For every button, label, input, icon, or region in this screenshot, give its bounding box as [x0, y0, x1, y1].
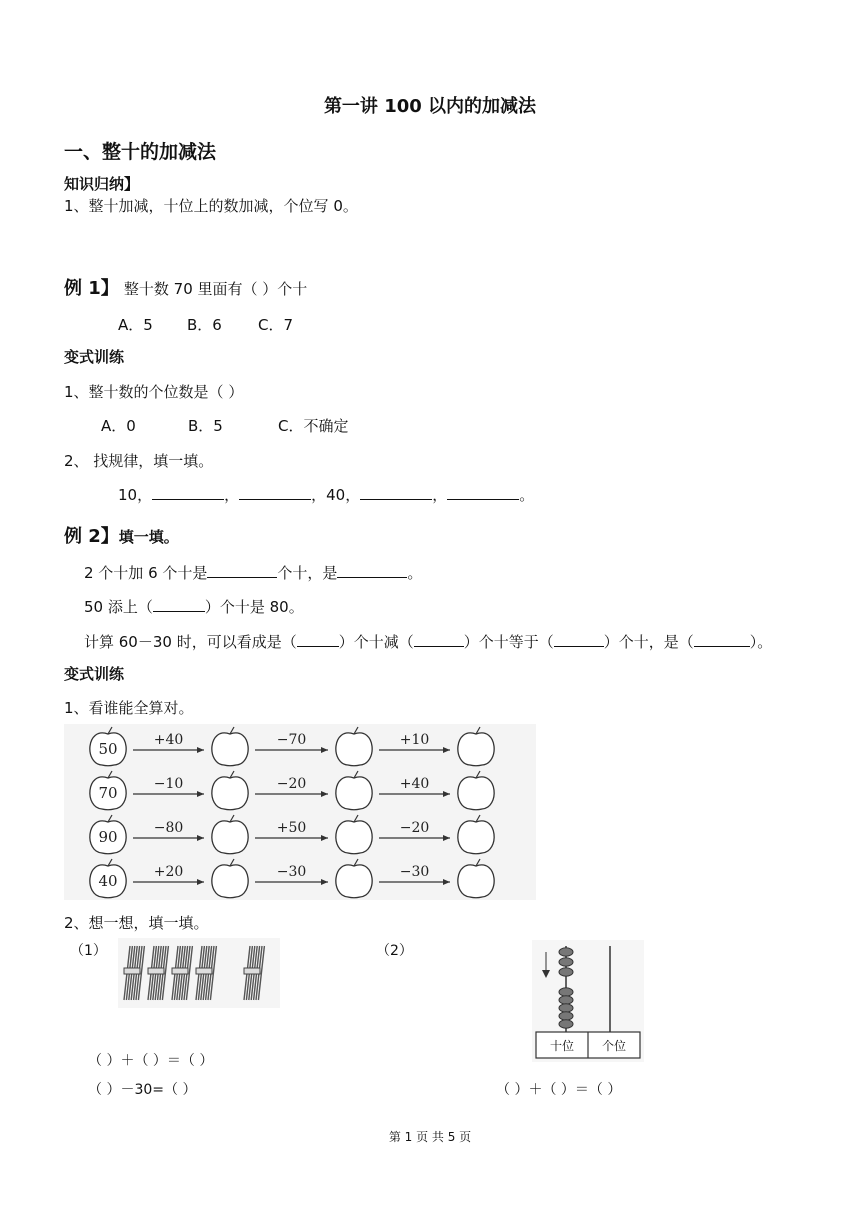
- equation-3: （ ）＋（ ）＝（ ）: [496, 1082, 622, 1098]
- practice1-q1-option-b: B．5: [188, 417, 223, 435]
- section-heading: 一、整十的加减法: [64, 141, 217, 163]
- example2-line: [64, 522, 179, 548]
- stick-bundles-figure: [118, 938, 280, 1008]
- operation-label: +50: [276, 820, 307, 836]
- abacus-bead: [559, 968, 573, 976]
- knowledge-point: 1、整十加减，十位上的数加减，个位写 0。: [64, 197, 358, 215]
- sequence-blank-4[interactable]: [447, 485, 519, 500]
- example2-blank-2[interactable]: [337, 563, 407, 578]
- example2-line3-text-d: ）个十，是（: [603, 633, 694, 651]
- abacus-bead: [559, 1020, 573, 1028]
- knowledge-heading: 知识归纳】: [64, 175, 140, 193]
- practice1-q2: 2、 找规律，填一填。: [64, 452, 214, 470]
- sequence-blank-3[interactable]: [360, 485, 432, 500]
- page-title: 第一讲 100 以内的加减法: [323, 96, 537, 117]
- example2-line2-text-a: 50 添上（: [84, 598, 153, 616]
- example2-blank-7[interactable]: [694, 632, 750, 647]
- practice2-heading: 变式训练: [64, 665, 125, 683]
- example1-line: [64, 274, 307, 300]
- example2-label: 例 2】: [64, 526, 119, 547]
- practice1-q1-option-c: C．不确定: [278, 417, 349, 435]
- example2-blank-4[interactable]: [297, 632, 339, 647]
- example2-line3-text-c: ）个十等于（: [463, 633, 554, 651]
- operation-label: +20: [153, 864, 184, 880]
- operation-label: +40: [399, 776, 430, 792]
- example1-option-b: B．6: [187, 316, 222, 334]
- abacus-ones-label: 个位: [601, 1039, 627, 1053]
- operation-label: −70: [276, 732, 307, 748]
- sequence-blank-2[interactable]: [239, 485, 311, 500]
- apple-start-number: 40: [98, 872, 118, 890]
- abacus-bead: [559, 948, 573, 956]
- abacus-figure: [532, 940, 644, 1062]
- example2-line1: [84, 562, 422, 583]
- practice1-q1-option-a: A．0: [101, 417, 136, 435]
- example2-line1-text-b: 个十，是: [277, 564, 338, 582]
- example1-option-c: C．7: [258, 316, 294, 334]
- part1-label: （1）: [70, 943, 107, 959]
- apple-start-number: 70: [98, 784, 118, 802]
- practice2-q1: 1、看谁能全算对。: [64, 699, 194, 717]
- part2-label: （2）: [376, 943, 413, 959]
- example2-label-rest: 填一填。: [118, 528, 179, 546]
- sequence-start: 10，: [118, 486, 153, 504]
- sequence-fill: 10， ， ，40， ， 。: [118, 486, 535, 504]
- equation-1: （ ）＋（ ）＝（ ）: [88, 1053, 214, 1069]
- abacus-bead: [559, 1012, 573, 1020]
- sequence-mid: ，40，: [311, 486, 361, 504]
- sequence-end: 。: [519, 486, 535, 504]
- operation-label: −30: [399, 864, 430, 880]
- example2-line2: [84, 596, 304, 617]
- practice1-heading: 变式训练: [64, 348, 125, 366]
- operation-label: −20: [399, 820, 430, 836]
- example2-line1-text-a: 2 个十加 6 个十是: [84, 564, 208, 582]
- sequence-blank-1[interactable]: [152, 485, 224, 500]
- practice2-q2: 2、想一想，填一填。: [64, 914, 209, 932]
- example1-option-a: A．5: [118, 316, 153, 334]
- apple-start-number: 50: [98, 740, 118, 758]
- example1-question: 整十数 70 里面有（ ）个十: [123, 280, 308, 298]
- practice1-q1: 1、整十数的个位数是（ ）: [64, 383, 244, 401]
- apple-start-number: 90: [98, 828, 118, 846]
- abacus-bead: [559, 958, 573, 966]
- equation-2: （ ）－30=（ ）: [88, 1082, 197, 1098]
- operation-label: −30: [276, 864, 307, 880]
- operation-label: −10: [153, 776, 184, 792]
- abacus-bead: [559, 996, 573, 1004]
- abacus-tens-label: 十位: [549, 1039, 575, 1053]
- operation-label: −80: [153, 820, 184, 836]
- abacus-bead: [559, 988, 573, 996]
- example2-line3-text-b: ）个十减（: [338, 633, 414, 651]
- example1-label: 例 1】: [64, 278, 119, 299]
- example2-blank-3[interactable]: [153, 597, 205, 612]
- example2-line2-text-b: ）个十是 80。: [204, 598, 304, 616]
- operation-label: +10: [399, 732, 430, 748]
- example2-line3: [84, 631, 772, 652]
- example2-blank-6[interactable]: [554, 632, 604, 647]
- page-footer: 第 1 页 共 5 页: [388, 1130, 472, 1144]
- apple-chain-figure: [64, 724, 536, 900]
- example2-line3-text-a: 计算 60－30 时，可以看成是（: [84, 633, 297, 651]
- operation-label: −20: [276, 776, 307, 792]
- example2-blank-1[interactable]: [207, 563, 277, 578]
- example2-line3-text-e: ）。: [749, 633, 773, 651]
- example2-blank-5[interactable]: [414, 632, 464, 647]
- operation-label: +40: [153, 732, 184, 748]
- abacus-bead: [559, 1004, 573, 1012]
- example2-line1-text-c: 。: [407, 564, 423, 582]
